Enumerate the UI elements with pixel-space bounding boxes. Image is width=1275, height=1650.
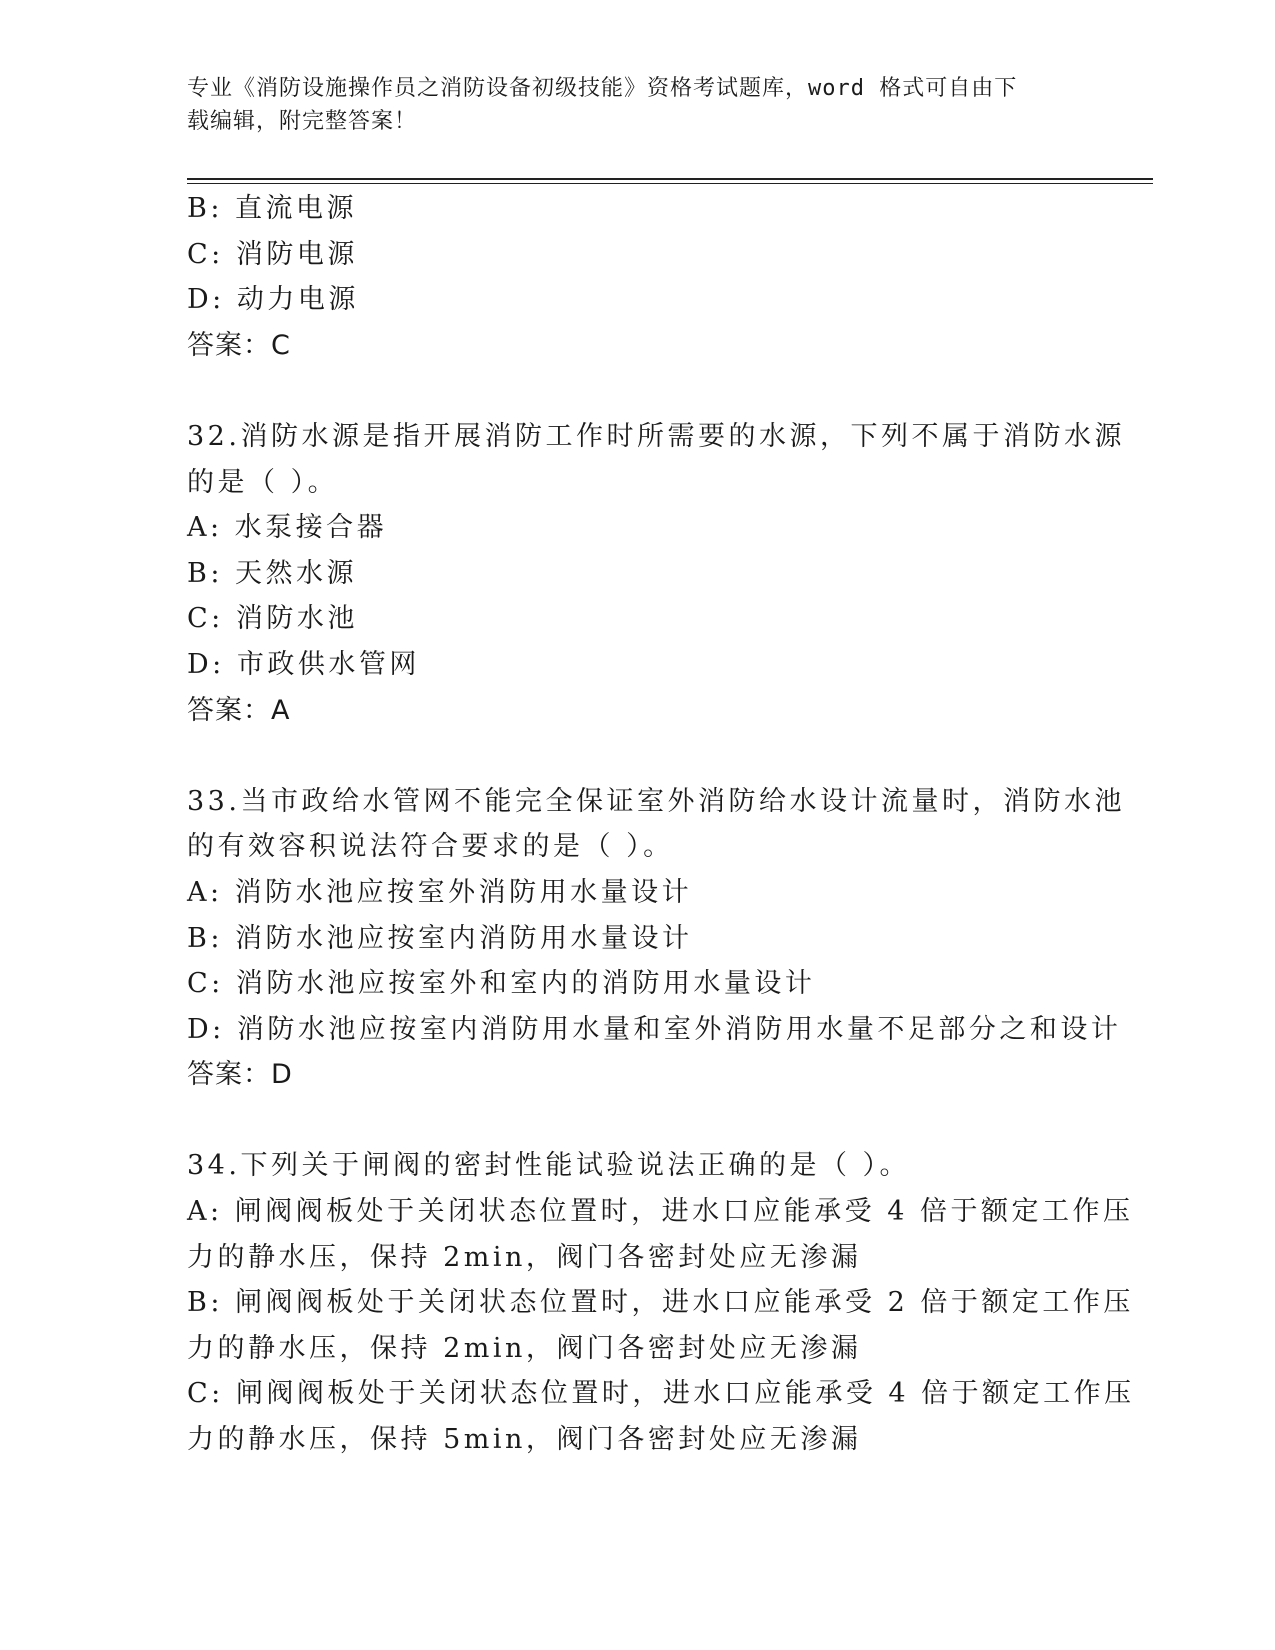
option-a: A: 闸阀阀板处于关闭状态位置时，进水口应能承受 4 倍于额定工作压 [187,1196,1134,1228]
option-c: C: 闸阀阀板处于关闭状态位置时，进水口应能承受 4 倍于额定工作压 [187,1378,1135,1410]
answer-label: 答案：C [187,329,291,361]
question-34 [187,1143,1135,1462]
header-divider-thick [187,178,1153,180]
option-a: A: 消防水池应按室外消防用水量设计 [187,876,693,908]
header-line-1: 专业《消防设施操作员之消防设备初级技能》资格考试题库，word 格式可自由下 [187,76,1018,101]
spacer [187,733,1087,779]
answer-label: 答案：A [187,694,291,726]
option-a-continued: 力的静水压，保持 2min，阀门各密封处应无渗漏 [187,1241,862,1273]
question-stem: 33.当市政给水管网不能完全保证室外消防给水设计流量时，消防水池 [187,785,1125,817]
option-b: B: 闸阀阀板处于关闭状态位置时，进水口应能承受 2 倍于额定工作压 [187,1287,1134,1319]
spacer [187,1098,1087,1144]
question-list [187,186,1135,1463]
question-31 [187,186,1087,368]
option-a: A: 水泵接合器 [187,512,388,544]
option-c: C: 消防电源 [187,238,358,270]
option-b: B: 消防水池应按室内消防用水量设计 [187,922,693,954]
question-stem-continued: 的是（ ）。 [187,466,339,498]
question-33 [187,779,1125,1098]
question-stem: 34.下列关于闸阀的密封性能试验说法正确的是（ ）。 [187,1150,911,1182]
header-divider-thin [187,183,1153,184]
answer-label: 答案：D [187,1059,293,1091]
option-b: B: 直流电源 [187,193,358,224]
question-stem-continued: 的有效容积说法符合要求的是（ ）。 [187,831,674,863]
option-d: D: 消防水池应按室内消防用水量和室外消防用水量不足部分之和设计 [187,1013,1122,1045]
spacer [187,368,1087,414]
option-d: D: 动力电源 [187,284,359,316]
option-c: C: 消防水池应按室外和室内的消防用水量设计 [187,968,816,1000]
header-line-2: 载编辑，附完整答案！ [187,109,418,134]
option-c-continued: 力的静水压，保持 5min，阀门各密封处应无渗漏 [187,1424,862,1456]
question-32 [187,414,1125,733]
question-stem: 32.消防水源是指开展消防工作时所需要的水源，下列不属于消防水源 [187,420,1125,452]
option-c: C: 消防水池 [187,603,358,635]
option-b: B: 天然水源 [187,557,358,589]
option-d: D: 市政供水管网 [187,648,420,680]
document-header [187,72,1087,138]
option-b-continued: 力的静水压，保持 2min，阀门各密封处应无渗漏 [187,1332,862,1364]
